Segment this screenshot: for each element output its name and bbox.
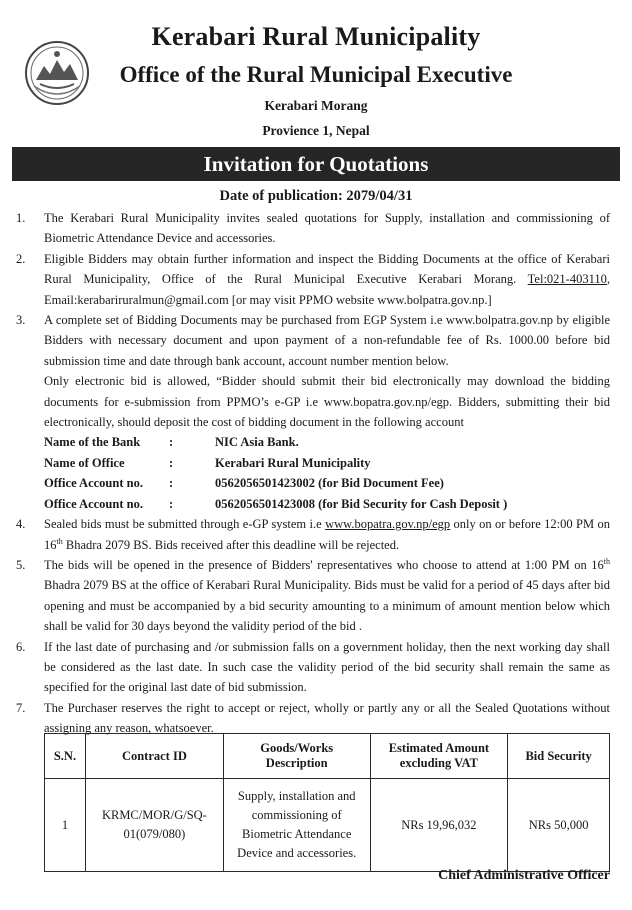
column-header: Estimated Amount excluding VAT — [370, 734, 508, 779]
bank-row: Office Account no. : 0562056501423008 (for Bid Security for Cash Deposit ) — [44, 496, 508, 511]
municipality-title: Kerabari Rural Municipality — [151, 22, 481, 51]
table-cell: Supply, installation and commissioning of Biometric Attendance Device and accessories. — [223, 779, 370, 872]
list-item: 4. Sealed bids must be submitted through e-GP system i.e www.bopatra.gov.np/egp only on or before 12:00 PM on 16th Bhadra 2079 BS. Bids received after this deadline will be rejected. — [16, 517, 610, 552]
table-cell: NRs 50,000 — [508, 779, 610, 872]
telephone-link[interactable]: Tel:021-403110 — [527, 272, 607, 287]
notice-banner: Invitation for Quotations — [12, 147, 620, 181]
bank-row: Name of Office : Kerabari Rural Municipality — [44, 455, 371, 470]
egp-link[interactable]: www.bopatra.gov.np/egp — [325, 517, 451, 532]
notice-body — [16, 208, 610, 739]
province-line: Provience 1, Nepal — [262, 123, 370, 138]
table-row — [45, 779, 610, 872]
list-item: 5. The bids will be opened in the presence of Bidders' representatives who choose to attend at 1:00 PM on 16th Bhadra 2079 BS at the office of Kerabari Rural Municipality. Bids must be valid for a period of 45 days after bid opening and must be accompanied by a bid security amounting to a minimum of amount mention below which shall be valid for 30 days beyond the validity period of the bid . — [16, 556, 610, 634]
list-item: 2. Eligible Bidders may obtain further information and inspect the Bidding Documents at the office of Kerabari Rural Municipality, Office of the Rural Municipal Executive Kerabari Morang. Tel:021-403110, Email:kerabariruralmun@gmail.com [or may visit PPMO website www.bolpatra.gov.np.] — [16, 251, 610, 307]
bank-row: Name of the Bank : NIC Asia Bank. — [44, 435, 299, 450]
column-header: Contract ID — [85, 734, 223, 779]
list-item: 3. A complete set of Bidding Documents may be purchased from EGP System i.e www.bolpatra.gov.np by eligible Bidders with necessary document and upon payment of a non-refundable fee of Rs. 1000.00 before bid submission time and date through bank account, account number mention below. — [16, 313, 610, 368]
column-header: S.N. — [45, 734, 86, 779]
list-item: 7. The Purchaser reserves the right to accept or reject, wholly or partly any or all the Sealed Quotations without assigning any reason, whatsoever. — [16, 700, 610, 736]
signatory: Chief Administrative Officer — [438, 868, 610, 883]
quotation-table — [44, 733, 610, 872]
table-header-row — [45, 734, 610, 779]
table-cell: KRMC/MOR/G/SQ-01(079/080) — [85, 779, 223, 872]
bank-row: Office Account no. : 0562056501423002 (for Bid Document Fee) — [44, 476, 444, 491]
office-title: Office of the Rural Municipal Executive — [119, 62, 513, 87]
column-header: Bid Security — [508, 734, 610, 779]
table-cell: 1 — [45, 779, 86, 872]
list-item: 6. If the last date of purchasing and /or submission falls on a government holiday, then the next working day shall be considered as the last date. In such case the validity period of the bid security shall remain the same as specified for the original last date of bid submission. — [16, 639, 610, 695]
address-line: Kerabari Morang — [264, 98, 368, 113]
electronic-bid-note: Only electronic bid is allowed, “Bidder should submit their bid electronically may download the bidding documents for e-submission from PPMO’s e-GP i.e www.bopatra.gov.np/egp. Bidders, submitting their bid electronically, should deposit the cost of bidding document in the following account — [44, 374, 610, 430]
publication-date: Date of publication: 2079/04/31 — [219, 188, 413, 204]
bank-details — [16, 432, 610, 514]
list-item: 1. The Kerabari Rural Municipality invites sealed quotations for Supply, installation and commissioning of Biometric Attendance Device and accessories. — [16, 211, 610, 246]
column-header: Goods/Works Description — [223, 734, 370, 779]
table-cell: NRs 19,96,032 — [370, 779, 508, 872]
